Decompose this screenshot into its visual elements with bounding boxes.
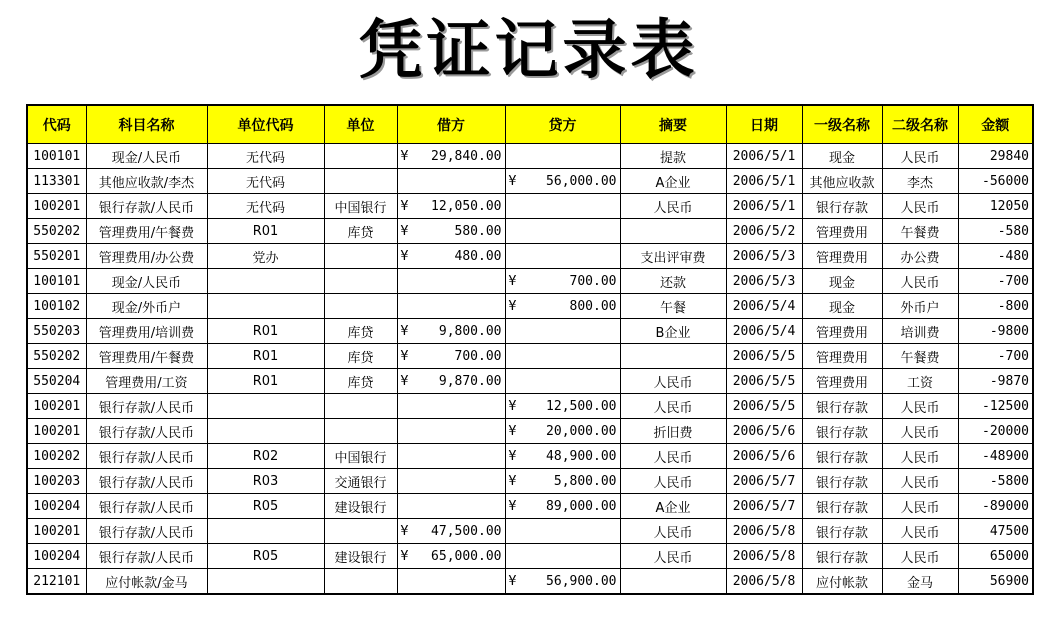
cell-date[interactable]: 2006/5/3 [726,269,802,294]
cell-unit-code[interactable] [207,294,324,319]
cell-debit[interactable] [397,419,505,444]
cell-amount[interactable]: 65000 [958,544,1033,569]
cell-unit-code[interactable]: R05 [207,544,324,569]
header-unit[interactable]: 单位 [324,105,397,144]
table-row [27,369,1033,394]
cell-debit[interactable] [397,194,505,219]
cell-code[interactable]: 100204 [27,544,86,569]
header-debit[interactable]: 借方 [397,105,505,144]
money-value: 56,900.00 [546,573,617,589]
cell-summary[interactable]: 提款 [620,144,726,169]
cell-credit[interactable] [505,369,620,394]
cell-amount[interactable]: -480 [958,244,1033,269]
cell-amount[interactable]: -48900 [958,444,1033,469]
cell-debit[interactable] [397,469,505,494]
cell-debit[interactable] [397,569,505,595]
cell-date[interactable]: 2006/5/5 [726,394,802,419]
cell-date[interactable]: 2006/5/4 [726,319,802,344]
cell-date[interactable]: 2006/5/7 [726,469,802,494]
cell-date[interactable]: 2006/5/1 [726,194,802,219]
table-row [27,294,1033,319]
cell-date[interactable]: 2006/5/5 [726,344,802,369]
cell-amount[interactable]: -9800 [958,319,1033,344]
cell-credit[interactable] [505,294,620,319]
currency-symbol: ¥ [400,223,409,239]
cell-code[interactable]: 550203 [27,319,86,344]
currency-symbol: ¥ [400,148,409,164]
cell-code[interactable]: 100202 [27,444,86,469]
cell-code[interactable]: 550202 [27,344,86,369]
money-value: 48,900.00 [546,448,617,464]
table-row [27,244,1033,269]
cell-unit-code[interactable]: 无代码 [207,144,324,169]
cell-amount[interactable]: -89000 [958,494,1033,519]
cell-summary[interactable]: 人民币 [620,194,726,219]
cell-summary[interactable]: A企业 [620,494,726,519]
currency-symbol: ¥ [508,423,517,439]
cell-credit[interactable] [505,569,620,595]
cell-level2[interactable]: 人民币 [882,494,958,519]
cell-summary[interactable]: 还款 [620,269,726,294]
header-summary[interactable]: 摘要 [620,105,726,144]
cell-unit-code[interactable]: 党办 [207,244,324,269]
cell-summary[interactable]: 午餐 [620,294,726,319]
money-value: 480.00 [454,248,502,264]
cell-level1[interactable]: 银行存款 [802,194,882,219]
cell-credit[interactable] [505,194,620,219]
cell-level2[interactable]: 午餐费 [882,344,958,369]
cell-summary[interactable] [620,344,726,369]
money-value: 700.00 [569,273,617,289]
cell-level1[interactable]: 银行存款 [802,519,882,544]
header-amount[interactable]: 金额 [958,105,1033,144]
cell-credit[interactable] [505,319,620,344]
page-title: 凭证记录表 [358,13,699,88]
cell-unit[interactable] [324,244,397,269]
cell-summary[interactable] [620,569,726,595]
cell-summary[interactable]: 人民币 [620,544,726,569]
cell-level1[interactable]: 银行存款 [802,394,882,419]
cell-date[interactable]: 2006/5/4 [726,294,802,319]
header-date[interactable]: 日期 [726,105,802,144]
cell-date[interactable]: 2006/5/3 [726,244,802,269]
money-value: 47,500.00 [431,523,502,539]
cell-account[interactable]: 银行存款/人民币 [86,494,207,519]
currency-symbol: ¥ [400,323,409,339]
cell-level2[interactable]: 人民币 [882,269,958,294]
cell-account[interactable]: 银行存款/人民币 [86,444,207,469]
cell-level2[interactable]: 工资 [882,369,958,394]
cell-level2[interactable]: 人民币 [882,419,958,444]
cell-date[interactable]: 2006/5/6 [726,419,802,444]
cell-code[interactable]: 212101 [27,569,86,595]
voucher-table [26,104,1034,595]
cell-unit[interactable]: 库贷 [324,344,397,369]
cell-level1[interactable]: 管理费用 [802,369,882,394]
cell-level2[interactable]: 培训费 [882,319,958,344]
currency-symbol: ¥ [400,348,409,364]
money-value: 5,800.00 [553,473,617,489]
cell-debit[interactable] [397,269,505,294]
cell-credit[interactable] [505,344,620,369]
table-row [27,144,1033,169]
cell-account[interactable]: 银行存款/人民币 [86,419,207,444]
cell-debit[interactable] [397,294,505,319]
cell-unit[interactable] [324,169,397,194]
cell-debit[interactable] [397,319,505,344]
cell-unit-code[interactable] [207,269,324,294]
cell-amount[interactable]: -700 [958,269,1033,294]
currency-symbol: ¥ [400,523,409,539]
cell-unit[interactable]: 交通银行 [324,469,397,494]
cell-amount[interactable]: 47500 [958,519,1033,544]
cell-debit[interactable] [397,544,505,569]
cell-unit-code[interactable]: R01 [207,219,324,244]
header-credit[interactable]: 贷方 [505,105,620,144]
currency-symbol: ¥ [508,273,517,289]
cell-summary[interactable]: 人民币 [620,444,726,469]
cell-credit[interactable] [505,219,620,244]
cell-level1[interactable]: 银行存款 [802,444,882,469]
cell-level1[interactable]: 现金 [802,144,882,169]
table-row [27,344,1033,369]
cell-summary[interactable]: 人民币 [620,369,726,394]
cell-account[interactable]: 管理费用/培训费 [86,319,207,344]
cell-account[interactable]: 管理费用/午餐费 [86,219,207,244]
table-row [27,169,1033,194]
cell-amount[interactable]: -580 [958,219,1033,244]
cell-date[interactable]: 2006/5/8 [726,519,802,544]
cell-account[interactable]: 其他应收款/李杰 [86,169,207,194]
money-value: 20,000.00 [546,423,617,439]
cell-date[interactable]: 2006/5/2 [726,219,802,244]
cell-date[interactable]: 2006/5/6 [726,444,802,469]
cell-level1[interactable]: 管理费用 [802,219,882,244]
cell-debit[interactable] [397,169,505,194]
cell-code[interactable]: 100101 [27,269,86,294]
currency-symbol: ¥ [508,473,517,489]
cell-code[interactable]: 550201 [27,244,86,269]
cell-account[interactable]: 银行存款/人民币 [86,194,207,219]
cell-amount[interactable]: -800 [958,294,1033,319]
cell-account[interactable]: 银行存款/人民币 [86,394,207,419]
cell-unit-code[interactable] [207,419,324,444]
cell-date[interactable]: 2006/5/8 [726,569,802,595]
cell-amount[interactable]: -700 [958,344,1033,369]
cell-date[interactable]: 2006/5/1 [726,144,802,169]
cell-debit[interactable] [397,144,505,169]
cell-amount[interactable]: 56900 [958,569,1033,595]
cell-unit[interactable]: 建设银行 [324,494,397,519]
table-row [27,394,1033,419]
cell-code[interactable]: 100201 [27,394,86,419]
cell-level2[interactable]: 外币户 [882,294,958,319]
cell-account[interactable]: 银行存款/人民币 [86,544,207,569]
cell-credit[interactable] [505,394,620,419]
cell-unit-code[interactable]: R01 [207,344,324,369]
money-value: 56,000.00 [546,173,617,189]
money-value: 9,870.00 [438,373,502,389]
cell-level1[interactable]: 应付帐款 [802,569,882,595]
cell-credit[interactable] [505,469,620,494]
cell-unit-code[interactable]: R03 [207,469,324,494]
cell-code[interactable]: 100201 [27,194,86,219]
cell-level2[interactable]: 人民币 [882,469,958,494]
cell-amount[interactable]: -20000 [958,419,1033,444]
cell-summary[interactable]: 人民币 [620,394,726,419]
cell-level1[interactable]: 管理费用 [802,319,882,344]
cell-level1[interactable]: 银行存款 [802,544,882,569]
cell-debit[interactable] [397,219,505,244]
cell-account[interactable]: 管理费用/午餐费 [86,344,207,369]
cell-unit[interactable] [324,419,397,444]
currency-symbol: ¥ [400,248,409,264]
table-row [27,444,1033,469]
cell-summary[interactable] [620,219,726,244]
header-unit-code[interactable]: 单位代码 [207,105,324,144]
cell-level1[interactable]: 管理费用 [802,244,882,269]
cell-code[interactable]: 113301 [27,169,86,194]
cell-amount[interactable]: -56000 [958,169,1033,194]
cell-code[interactable]: 100101 [27,144,86,169]
table-body [27,144,1033,595]
cell-date[interactable]: 2006/5/1 [726,169,802,194]
cell-level2[interactable]: 人民币 [882,519,958,544]
cell-level2[interactable]: 人民币 [882,444,958,469]
currency-symbol: ¥ [400,548,409,564]
cell-amount[interactable]: 29840 [958,144,1033,169]
cell-unit[interactable]: 库贷 [324,219,397,244]
cell-credit[interactable] [505,169,620,194]
cell-amount[interactable]: -5800 [958,469,1033,494]
table-row [27,494,1033,519]
currency-symbol: ¥ [508,173,517,189]
cell-level1[interactable]: 其他应收款 [802,169,882,194]
money-value: 12,050.00 [431,198,502,214]
cell-credit[interactable] [505,494,620,519]
cell-level2[interactable]: 人民币 [882,544,958,569]
header-level1[interactable]: 一级名称 [802,105,882,144]
cell-account[interactable]: 现金/人民币 [86,144,207,169]
cell-credit[interactable] [505,419,620,444]
cell-level1[interactable]: 现金 [802,269,882,294]
cell-account[interactable]: 现金/外币户 [86,294,207,319]
cell-level1[interactable]: 管理费用 [802,344,882,369]
cell-account[interactable]: 管理费用/办公费 [86,244,207,269]
table-row [27,519,1033,544]
cell-summary[interactable]: 折旧费 [620,419,726,444]
cell-unit[interactable] [324,394,397,419]
cell-unit[interactable] [324,569,397,595]
cell-credit[interactable] [505,444,620,469]
cell-unit[interactable]: 库贷 [324,319,397,344]
currency-symbol: ¥ [508,448,517,464]
currency-symbol: ¥ [400,198,409,214]
money-value: 700.00 [454,348,502,364]
cell-code[interactable]: 100201 [27,419,86,444]
cell-unit[interactable] [324,144,397,169]
cell-summary[interactable]: A企业 [620,169,726,194]
currency-symbol: ¥ [508,573,517,589]
money-value: 89,000.00 [546,498,617,514]
currency-symbol: ¥ [400,373,409,389]
cell-level2[interactable]: 人民币 [882,394,958,419]
cell-account[interactable]: 管理费用/工资 [86,369,207,394]
cell-account[interactable]: 银行存款/人民币 [86,519,207,544]
cell-debit[interactable] [397,344,505,369]
cell-summary[interactable]: B企业 [620,319,726,344]
cell-code[interactable]: 100203 [27,469,86,494]
table-row [27,194,1033,219]
header-code[interactable]: 代码 [27,105,86,144]
cell-code[interactable]: 100102 [27,294,86,319]
cell-unit[interactable]: 库贷 [324,369,397,394]
cell-summary[interactable]: 支出评审费 [620,244,726,269]
cell-amount[interactable]: 12050 [958,194,1033,219]
cell-debit[interactable] [397,394,505,419]
cell-unit-code[interactable]: R01 [207,319,324,344]
cell-unit[interactable] [324,519,397,544]
cell-level2[interactable]: 李杰 [882,169,958,194]
cell-unit-code[interactable] [207,394,324,419]
header-level2[interactable]: 二级名称 [882,105,958,144]
money-value: 65,000.00 [431,548,502,564]
cell-level2[interactable]: 办公费 [882,244,958,269]
money-value: 580.00 [454,223,502,239]
cell-debit[interactable] [397,444,505,469]
cell-account[interactable]: 银行存款/人民币 [86,469,207,494]
cell-unit-code[interactable]: R02 [207,444,324,469]
cell-unit-code[interactable]: 无代码 [207,194,324,219]
cell-level2[interactable]: 金马 [882,569,958,595]
currency-symbol: ¥ [508,398,517,414]
cell-credit[interactable] [505,544,620,569]
cell-code[interactable]: 100201 [27,519,86,544]
cell-code[interactable]: 550202 [27,219,86,244]
table-row [27,544,1033,569]
cell-unit[interactable]: 建设银行 [324,544,397,569]
cell-amount[interactable]: -12500 [958,394,1033,419]
table-row [27,219,1033,244]
table-row [27,469,1033,494]
cell-unit[interactable]: 中国银行 [324,194,397,219]
cell-credit[interactable] [505,519,620,544]
table-row [27,569,1033,595]
cell-unit-code[interactable]: R01 [207,369,324,394]
money-value: 12,500.00 [546,398,617,414]
cell-level2[interactable]: 人民币 [882,194,958,219]
cell-credit[interactable] [505,269,620,294]
cell-credit[interactable] [505,244,620,269]
money-value: 9,800.00 [438,323,502,339]
header-row [27,105,1033,144]
cell-level1[interactable]: 银行存款 [802,469,882,494]
cell-amount[interactable]: -9870 [958,369,1033,394]
currency-symbol: ¥ [508,298,517,314]
cell-code[interactable]: 550204 [27,369,86,394]
cell-level1[interactable]: 银行存款 [802,419,882,444]
cell-level2[interactable]: 人民币 [882,144,958,169]
cell-date[interactable]: 2006/5/5 [726,369,802,394]
cell-unit-code[interactable] [207,569,324,595]
cell-account[interactable]: 应付帐款/金马 [86,569,207,595]
cell-summary[interactable]: 人民币 [620,519,726,544]
cell-unit-code[interactable]: R05 [207,494,324,519]
cell-account[interactable]: 现金/人民币 [86,269,207,294]
cell-code[interactable]: 100204 [27,494,86,519]
money-value: 800.00 [569,298,617,314]
cell-date[interactable]: 2006/5/7 [726,494,802,519]
cell-credit[interactable] [505,144,620,169]
cell-debit[interactable] [397,519,505,544]
cell-unit-code[interactable] [207,519,324,544]
cell-unit[interactable]: 中国银行 [324,444,397,469]
cell-debit[interactable] [397,494,505,519]
cell-unit[interactable] [324,294,397,319]
table-row [27,269,1033,294]
cell-level1[interactable]: 现金 [802,294,882,319]
cell-level1[interactable]: 银行存款 [802,494,882,519]
cell-unit[interactable] [324,269,397,294]
currency-symbol: ¥ [508,498,517,514]
header-account[interactable]: 科目名称 [86,105,207,144]
cell-date[interactable]: 2006/5/8 [726,544,802,569]
money-value: 29,840.00 [431,148,502,164]
cell-unit-code[interactable]: 无代码 [207,169,324,194]
cell-level2[interactable]: 午餐费 [882,219,958,244]
cell-summary[interactable]: 人民币 [620,469,726,494]
cell-debit[interactable] [397,244,505,269]
cell-debit[interactable] [397,369,505,394]
table-row [27,419,1033,444]
table-row [27,319,1033,344]
